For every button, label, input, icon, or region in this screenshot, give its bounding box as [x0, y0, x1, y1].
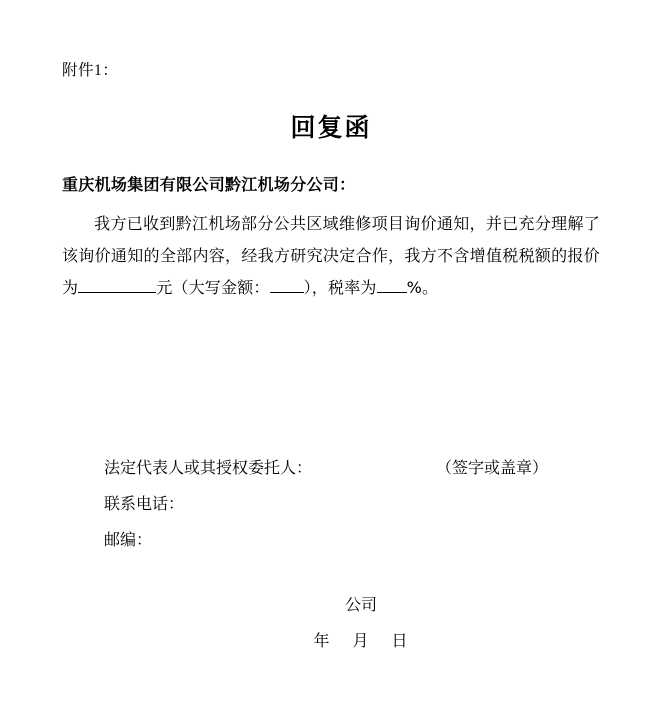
- amount-blank: [78, 292, 156, 293]
- body-text-part1: 我方已收到黔江机场部分公共区域维修项目询价通知，并已充分理解了该询价通知的全部内容，经我方研究决定合作，我方不含增值税税额的报价为: [62, 214, 600, 297]
- body-text-part2: 元（大写金额：: [156, 278, 270, 297]
- postcode-line: [104, 522, 604, 558]
- company-label: 公司: [344, 595, 377, 614]
- representative-note: （签字或盖章）: [436, 458, 549, 477]
- phone-line: [104, 486, 604, 522]
- signature-block: [104, 450, 604, 558]
- representative-label: 法定代表人或其授权委托人：: [104, 458, 313, 477]
- phone-label: 联系电话：: [104, 494, 185, 513]
- body-text-part4: %。: [406, 278, 439, 297]
- amount-in-words-blank: [270, 292, 304, 293]
- addressee-line: 重庆机场集团有限公司黔江机场分公司：: [62, 175, 356, 194]
- company-line: [0, 592, 662, 615]
- date-year-label: 年: [313, 631, 331, 650]
- representative-line: [104, 450, 604, 486]
- tax-rate-blank: [377, 292, 407, 293]
- date-month-label: 月: [352, 631, 370, 650]
- attachment-label: 附件1：: [62, 62, 119, 79]
- body-text-part3: ），税率为: [303, 278, 377, 297]
- page-title: 回复函: [290, 113, 372, 142]
- date-line-inner: [253, 628, 408, 651]
- body-paragraph: [62, 208, 600, 304]
- date-day-label: 日: [391, 631, 409, 650]
- date-line: [0, 628, 662, 651]
- postcode-label: 邮编：: [104, 530, 153, 549]
